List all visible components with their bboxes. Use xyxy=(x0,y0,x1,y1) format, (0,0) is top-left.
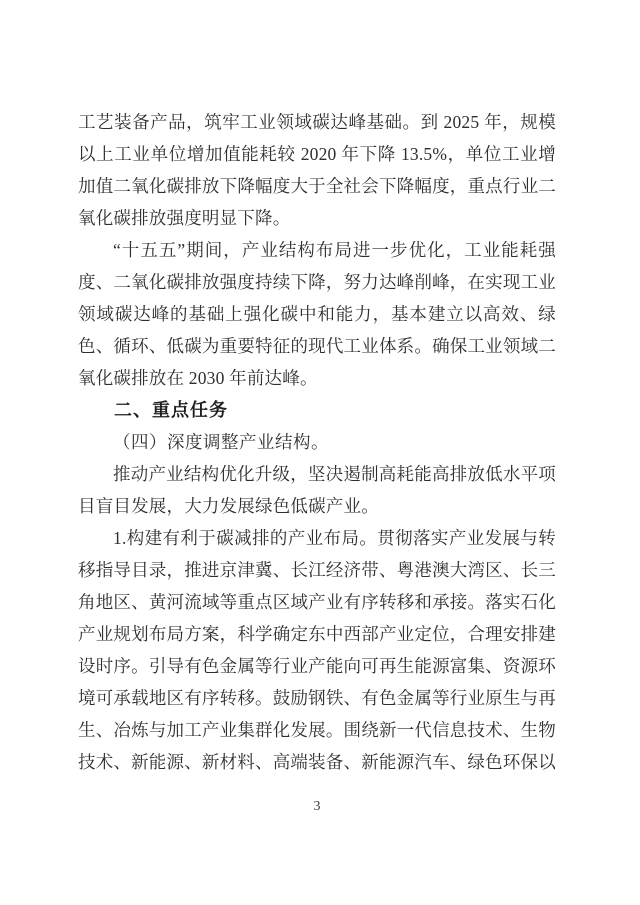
page-number: 3 xyxy=(313,799,321,814)
paragraph-industrial-layout: 1.构建有利于碳减排的产业布局。贯彻落实产业发展与转移指导目录，推进京津冀、长江经济带、粤港澳大湾区、长三角地区、黄河流域等重点区域产业有序转移和承接。落实石化产业规划布局方案，科学确定东中西部产业定位，合理安排建设时序。引导有色金属等行业产能向可再生能源富集、资源环境可承载地区有序转移。鼓励钢铁、有色金属等行业原生与再生、冶炼与加工产业集群化发展。围绕新一代信息技术、生物技术、新能源、新材料、高端装备、新能源汽车、绿色环保以 xyxy=(78,528,556,772)
paragraph-continuation: 工艺装备产品，筑牢工业领域碳达峰基础。到 2025 年，规模以上工业单位增加值能耗较 2020 年下降 13.5%，单位工业增加值二氧化碳排放下降幅度大于全社会下降幅度，重点行业二氧化碳排放强度明显下降。 xyxy=(78,112,556,228)
paragraph-15th-plan: “十五五”期间，产业结构布局进一步优化，工业能耗强度、二氧化碳排放强度持续下降，努力达峰削峰，在实现工业领域碳达峰的基础上强化碳中和能力，基本建立以高效、绿色、循环、低碳为重要特征的现代工业体系。确保工业领域二氧化碳排放在 2030 年前达峰。 xyxy=(78,240,556,388)
sub-heading-adjust-industrial-structure: （四）深度调整产业结构。 xyxy=(113,432,329,452)
paragraph-promote-upgrade: 推动产业结构优化升级，坚决遏制高耗能高排放低水平项目盲目发展，大力发展绿色低碳产业。 xyxy=(78,464,556,516)
section-heading-key-tasks: 二、重点任务 xyxy=(114,400,228,420)
